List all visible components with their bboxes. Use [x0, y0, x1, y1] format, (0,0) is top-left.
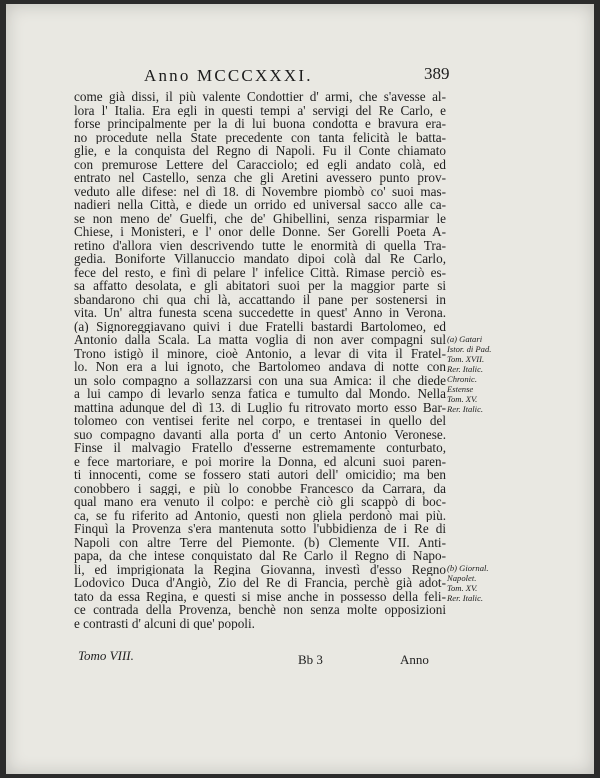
margin-note-b — [447, 563, 517, 603]
book-page — [6, 4, 594, 774]
text-line: li, ed imprigionata la Regina Giovanna, investì d'esso Regno — [74, 562, 446, 576]
text-line: forse principalmente per la di lui buona condotta e bravura era- — [74, 117, 446, 131]
text-line: Trono istigò il minore, cioè Antonio, a levar di vita il Fratel- — [74, 346, 446, 360]
text-line: retino d'allora vien descrivendo tutte le enormità di quella Tra- — [74, 238, 446, 252]
text-line: glie, e la conquista del Regno di Napoli. Fu il Conte chiamato — [74, 144, 446, 158]
text-line: Antonio dalla Scala. La matta voglia di non aver compagni sul — [74, 333, 446, 347]
text-line: fece del resto, e finì di pelare l' infelice Città. Rimase perciò es- — [74, 265, 446, 279]
margin-note-line: Tom. XVII. — [447, 354, 485, 364]
text-line: lora l' Italia. Era egli in questi tempi a' servigi del Re Carlo, e — [74, 103, 446, 117]
page-footer — [6, 648, 594, 668]
margin-note-line: Tom. XV. — [447, 394, 478, 404]
text-line: mattina adunque del dì 13. di Luglio fu ritrovato morto esso Bar- — [74, 400, 446, 414]
text-line: tolomeo con ventisei ferite nel corpo, e trentasei in quello del — [74, 414, 446, 428]
text-line: papa, da che intese conquistato dal Re Carlo il Regno di Napo- — [74, 549, 446, 563]
text-line: lo. Non era a lui ignoto, che Bartolomeo andava di notte con — [74, 360, 446, 374]
text-line: se non meno de' Guelfi, che de' Ghibellini, senza risparmiar le — [74, 211, 446, 225]
text-line: e contrasti d' alcuni di que' popoli. — [74, 616, 255, 630]
text-line: e fece martoriare, e poi morire la Donna, ed alcuni suoi paren- — [74, 454, 446, 468]
text-line: Finse il malvagio Fratello d'esserne estremamente conturbato, — [74, 441, 446, 455]
text-line: un solo compagno a sollazzarsi con una sua Amica: il che diede — [74, 373, 446, 387]
page-number: 389 — [424, 64, 450, 83]
margin-note-line: Rer. Italic. — [447, 404, 484, 414]
margin-note-a — [447, 334, 517, 414]
text-line: tato da essa Regina, e questi si mise anche in possesso della feli- — [74, 589, 446, 603]
margin-note-line: (b) Giornal. — [447, 563, 489, 573]
text-line: sbandarono chi qua chi là, accattando il pane per sostenersi in — [74, 292, 446, 306]
text-line: nadieri nella Città, e diede un orrido ed universal sacco alle ca- — [74, 198, 446, 212]
catchword: Anno — [400, 652, 429, 667]
main-text — [74, 90, 446, 630]
text-line: no procedute nella State precedente con tanta felicità le batta- — [74, 130, 446, 144]
text-line: con premurose Lettere del Caracciolo; ed egli andato colà, ed — [74, 157, 446, 171]
text-line: Finquì la Provenza s'era mantenuta sotto l'ubbidienza de i Re di — [74, 522, 446, 536]
text-line: gedia. Boniforte Villanuccio mandato dipoi colà dal Re Carlo, — [74, 252, 446, 266]
page-header — [6, 66, 594, 88]
text-line: ti innocenti, come se fossero stati autori dell' omicidio; ma ben — [74, 468, 446, 482]
text-line: ce contrada della Provenza, benchè non senza molte opposizioni — [74, 603, 446, 617]
text-line: suo compagno davanti alla porta d' un certo Antonio Veronese. — [74, 427, 446, 441]
text-line: sa affatto desolata, e gli abitatori suoi per la maggior parte si — [74, 279, 446, 293]
running-title: Anno MCCCXXXI. — [144, 66, 313, 85]
text-line: vita. Un' altra funesta scena succedette in quest' Anno in Verona. — [74, 306, 446, 320]
text-line: qual mano era venuto il colpo: e perchè ciò gli scappò di boc- — [74, 495, 446, 509]
text-line: a lui campo di levarlo senza fatica e tumulto dal Mondo. Nella — [74, 387, 446, 401]
text-line: entrato nel Castello, senza che gli Aretini avessero punto prov- — [74, 171, 446, 185]
text-line: come già dissi, il più valente Condottier d' armi, che s'avesse al- — [74, 90, 446, 104]
margin-note-line: (a) Gatari — [447, 334, 483, 344]
text-line: conobbero i saggi, e più lo conobbe Francesco da Carrara, da — [74, 481, 446, 495]
text-line: Lodovico Duca d'Angiò, Zio del Re di Francia, perchè già adot- — [74, 576, 446, 590]
volume-label: Tomo VIII. — [78, 648, 134, 663]
margin-note-line: Tom. XV. — [447, 583, 478, 593]
text-line: (a) Signoreggiavano quivi i due Fratelli bastardi Bartolomeo, ed — [74, 319, 446, 333]
margin-note-line: Istor. di Pad. — [447, 344, 492, 354]
margin-note-line: Rer. Italic. — [447, 364, 484, 374]
text-line: ca, se fu riferito ad Antonio, questi non gliela perdonò mai più. — [74, 508, 446, 522]
text-line: Napoli con altre Terre del Piemonte. (b) Clemente VII. Anti- — [74, 535, 446, 549]
margin-note-line: Estense — [447, 384, 474, 394]
text-line: veduto alle difese: nel dì 18. di Novembre piombò co' suoi mas- — [74, 184, 446, 198]
text-line: Chiese, i Monisteri, e l' onor delle Donne. Ser Gorelli Poeta A- — [74, 225, 446, 239]
margin-note-line: Rer. Italic. — [447, 593, 484, 603]
signature-mark: Bb 3 — [298, 652, 323, 667]
margin-note-line: Chronic. — [447, 374, 477, 384]
margin-note-line: Napolet. — [447, 573, 477, 583]
